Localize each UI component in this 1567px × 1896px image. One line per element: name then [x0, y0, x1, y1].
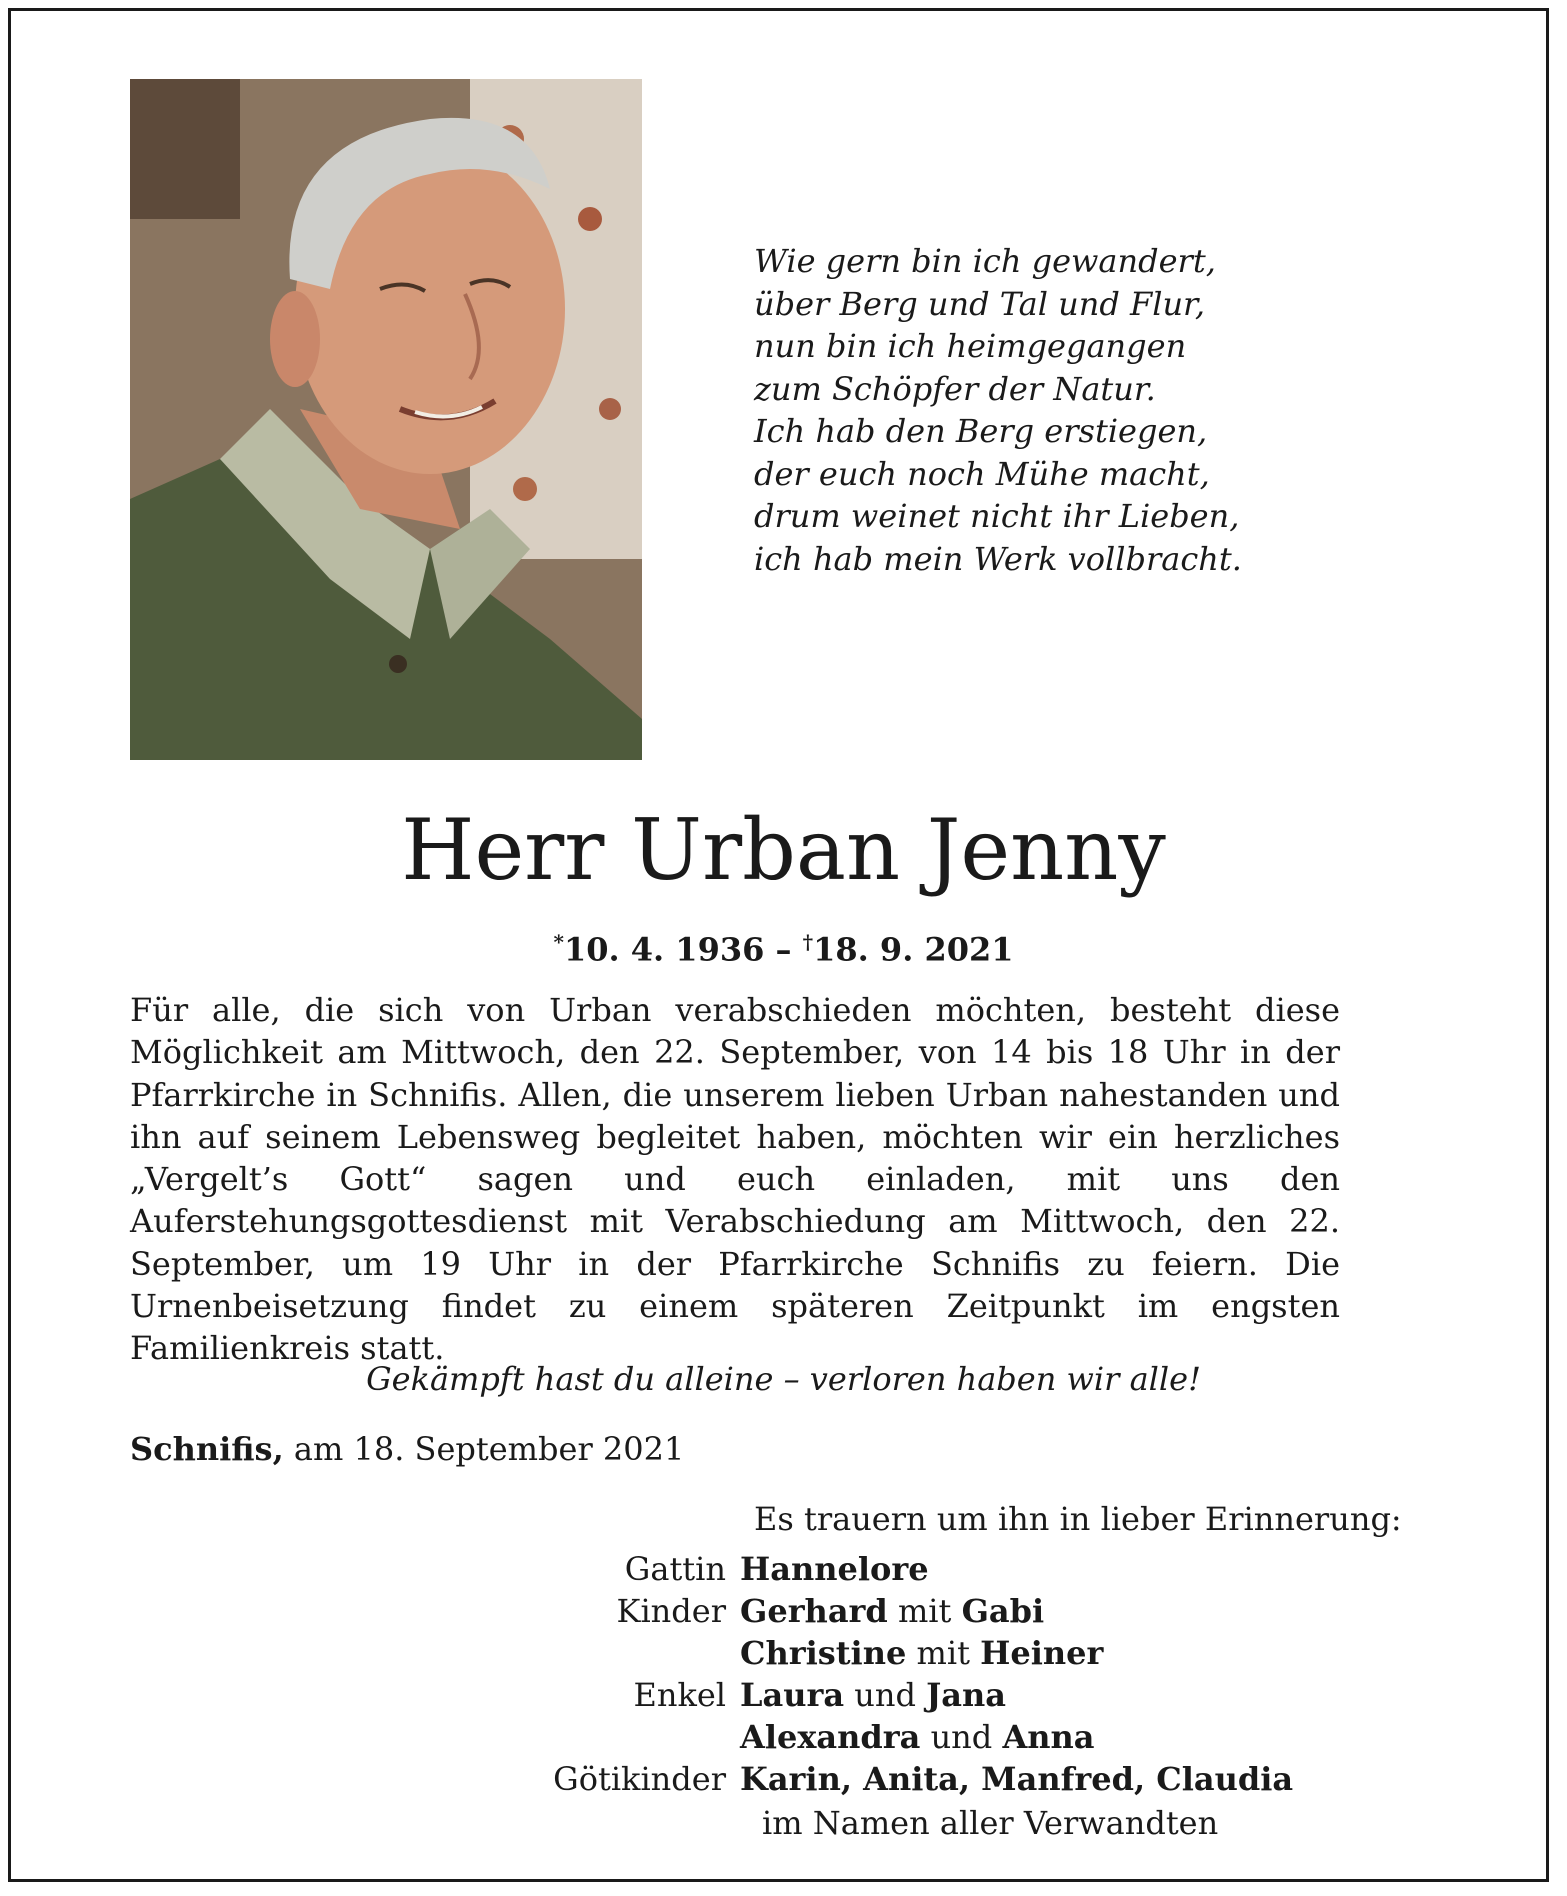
family-names: [740, 1632, 1103, 1674]
family-connector: mit: [887, 1592, 962, 1630]
death-symbol: †: [802, 930, 814, 954]
place-town: Schnifis,: [130, 1430, 284, 1468]
birth-date: 10. 4. 1936: [563, 930, 765, 969]
family-member-name: Alexandra: [740, 1718, 921, 1756]
family-row: [430, 1590, 1293, 1632]
life-dates: [0, 922, 1567, 970]
announcement-text: Für alle, die sich von Urban verabschieden möchten, besteht diese Möglichkeit am Mittwoch, den 22. September, von 14 bis 18 Uhr in der Pfarrkirche in Schnifis. Allen, die unserem lieben Urban nahestanden und ihn auf seinem Lebensweg begleitet haben, möchten wir ein herzliches „Vergelt’s Gott“ sagen und euch einladen, mit uns den Auferstehungsgottesdienst mit Verabschiedung am Mittwoch, den 22. September, um 19 Uhr in der Pfarrkirche Schnifis zu feiern. Die Urnenbeisetzung findet zu einem späteren Zeitpunkt im engsten Familienkreis statt.: [130, 991, 1340, 1368]
family-connector: mit: [906, 1634, 981, 1672]
poem-line: Wie gern bin ich gewandert,: [754, 242, 1216, 280]
family-relation: Gattin: [624, 1550, 726, 1588]
family-relation: Götikinder: [553, 1760, 726, 1798]
family-row: [430, 1548, 1293, 1590]
family-member-name: Christine: [740, 1634, 907, 1672]
family-names: [740, 1674, 1006, 1716]
family-member-name: Laura: [740, 1676, 845, 1714]
family-member-name: Gerhard: [740, 1592, 888, 1630]
closing-line: im Namen aller Verwandten: [762, 1804, 1219, 1842]
mourning-intro: Es trauern um ihn in lieber Erinnerung:: [754, 1500, 1402, 1538]
poem-line: ich hab mein Werk vollbracht.: [754, 539, 1242, 578]
poem-line: drum weinet nicht ihr Lieben,: [754, 497, 1240, 535]
date-separator: –: [764, 930, 803, 969]
family-member-name: Karin, Anita, Manfred, Claudia: [740, 1760, 1294, 1798]
family-row: [430, 1632, 1293, 1674]
family-row: [430, 1674, 1293, 1716]
deceased-name: Herr Urban Jenny: [401, 801, 1166, 899]
family-relation: [430, 1632, 740, 1674]
family-row: [430, 1758, 1293, 1800]
family-member-name: Jana: [926, 1676, 1007, 1714]
family-names: [740, 1590, 1044, 1632]
family-connector: und: [844, 1676, 927, 1714]
family-member-name: Heiner: [980, 1634, 1104, 1672]
poem-line: zum Schöpfer der Natur.: [754, 369, 1156, 408]
family-list: [430, 1548, 1293, 1800]
family-names: [740, 1758, 1293, 1800]
poem: [754, 240, 1314, 580]
birth-symbol: *: [553, 930, 564, 954]
family-member-name: Hannelore: [740, 1550, 929, 1588]
family-member-name: Anna: [1002, 1718, 1095, 1756]
family-member-name: Gabi: [961, 1592, 1045, 1630]
motto: Gekämpft hast du alleine – verloren haben wir alle!: [366, 1360, 1201, 1398]
poem-line: Ich hab den Berg erstiegen,: [754, 412, 1208, 450]
place-date-text: am 18. September 2021: [283, 1430, 685, 1468]
place-date: [130, 1428, 684, 1470]
family-connector: und: [920, 1718, 1003, 1756]
poem-line: über Berg und Tal und Flur,: [754, 284, 1205, 323]
poem-line: nun bin ich heimgegangen: [754, 327, 1187, 365]
poem-line: der euch noch Mühe macht,: [754, 454, 1210, 493]
family-names: [740, 1716, 1095, 1758]
family-relation: Kinder: [616, 1592, 726, 1630]
death-date: 18. 9. 2021: [813, 930, 1014, 969]
family-relation: Enkel: [633, 1676, 726, 1714]
family-names: [740, 1548, 929, 1590]
family-relation: [430, 1716, 740, 1758]
portrait-photo: [130, 79, 642, 760]
family-row: [430, 1716, 1293, 1758]
